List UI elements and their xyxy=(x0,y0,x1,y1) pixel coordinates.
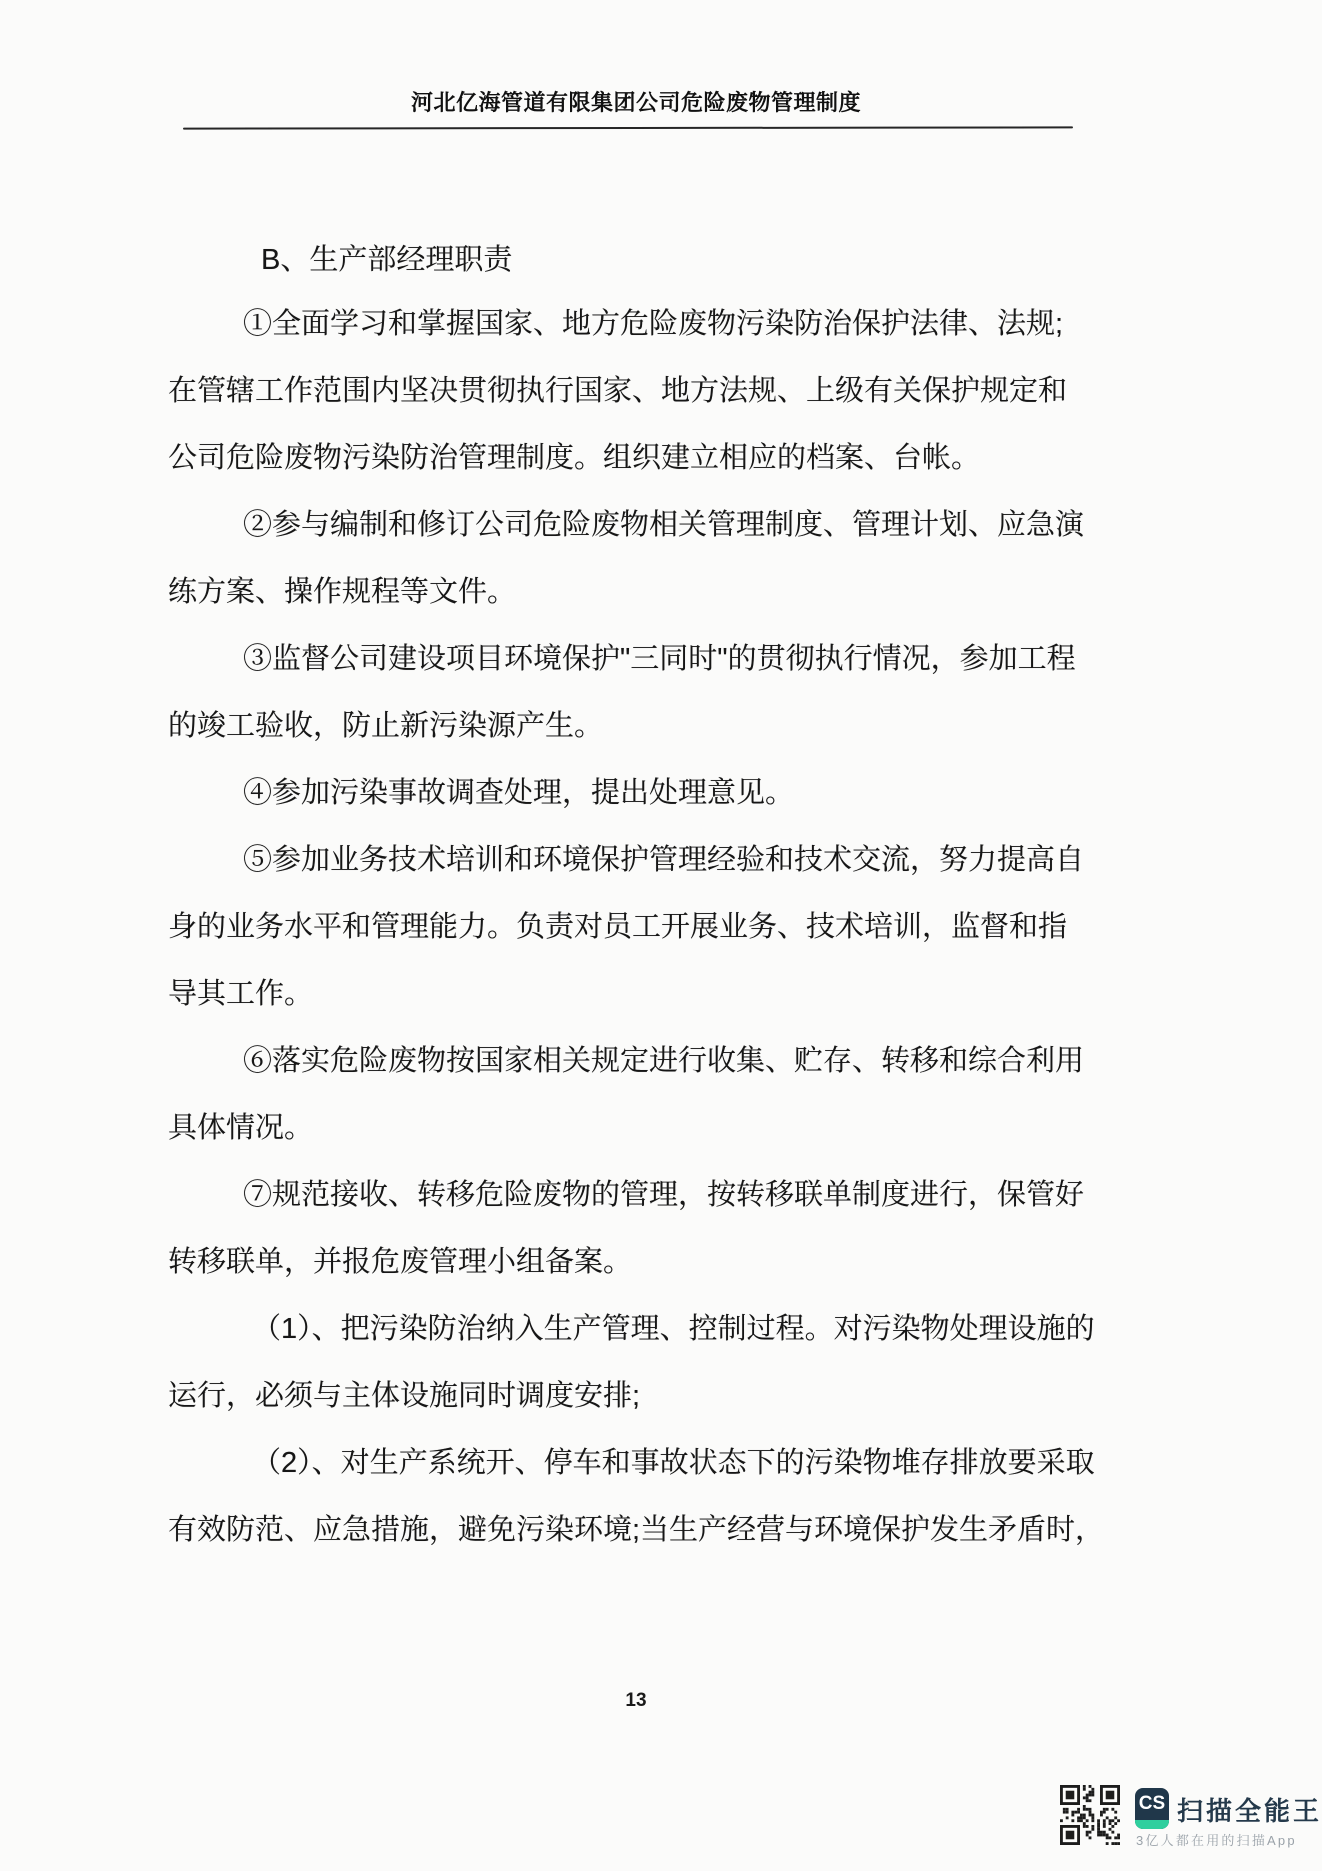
document-header-title: 河北亿海管道有限集团公司危险废物管理制度 xyxy=(410,90,861,115)
text-line: 运行，必须与主体设施同时调度安排; xyxy=(168,1380,641,1412)
camscanner-logo-letters: CS xyxy=(1138,1793,1166,1814)
page-number: 13 xyxy=(625,1690,647,1711)
text-line: 具体情况。 xyxy=(168,1112,314,1144)
header-divider xyxy=(183,126,1073,129)
camscanner-tagline: 3亿人都在用的扫描App xyxy=(1136,1833,1297,1848)
text-line: 在管辖工作范围内坚决贯彻执行国家、地方法规、上级有关保护规定和 xyxy=(168,375,1068,407)
text-line: ⑥落实危险废物按国家相关规定进行收集、贮存、转移和综合利用 xyxy=(243,1045,1085,1077)
text-line: （1）、把污染防治纳入生产管理、控制过程。对污染物处理设施的 xyxy=(252,1313,1095,1345)
text-line: （2）、对生产系统开、停车和事故状态下的污染物堆存排放要采取 xyxy=(252,1447,1095,1479)
text-line: 导其工作。 xyxy=(168,978,314,1010)
text-line: 转移联单，并报危废管理小组备案。 xyxy=(168,1246,633,1278)
camscanner-logo-strip xyxy=(1135,1820,1169,1829)
text-line: 公司危险废物污染防治管理制度。组织建立相应的档案、台帐。 xyxy=(168,442,981,474)
text-line: ①全面学习和掌握国家、地方危险废物污染防治保护法律、法规; xyxy=(243,308,1064,340)
camscanner-brand-name: 扫描全能王 xyxy=(1177,1796,1322,1826)
text-line: B、生产部经理职责 xyxy=(261,244,513,276)
text-line: 练方案、操作规程等文件。 xyxy=(168,576,517,608)
text-line: ⑤参加业务技术培训和环境保护管理经验和技术交流，努力提高自 xyxy=(243,844,1085,876)
text-line: ④参加污染事故调查处理，提出处理意见。 xyxy=(243,777,795,809)
camscanner-logo-icon xyxy=(1135,1788,1169,1829)
text-line: 身的业务水平和管理能力。负责对员工开展业务、技术培训，监督和指 xyxy=(168,911,1068,943)
qr-code-icon xyxy=(1060,1785,1120,1845)
text-line: ③监督公司建设项目环境保护"三同时"的贯彻执行情况，参加工程 xyxy=(243,643,1076,675)
text-line: ⑦规范接收、转移危险废物的管理，按转移联单制度进行，保管好 xyxy=(243,1179,1085,1211)
camscanner-watermark xyxy=(1060,1785,1322,1849)
text-line: 有效防范、应急措施，避免污染环境;当生产经营与环境保护发生矛盾时， xyxy=(168,1514,1105,1546)
text-line: ②参与编制和修订公司危险废物相关管理制度、管理计划、应急演 xyxy=(243,509,1085,541)
text-line: 的竣工验收，防止新污染源产生。 xyxy=(168,710,604,742)
